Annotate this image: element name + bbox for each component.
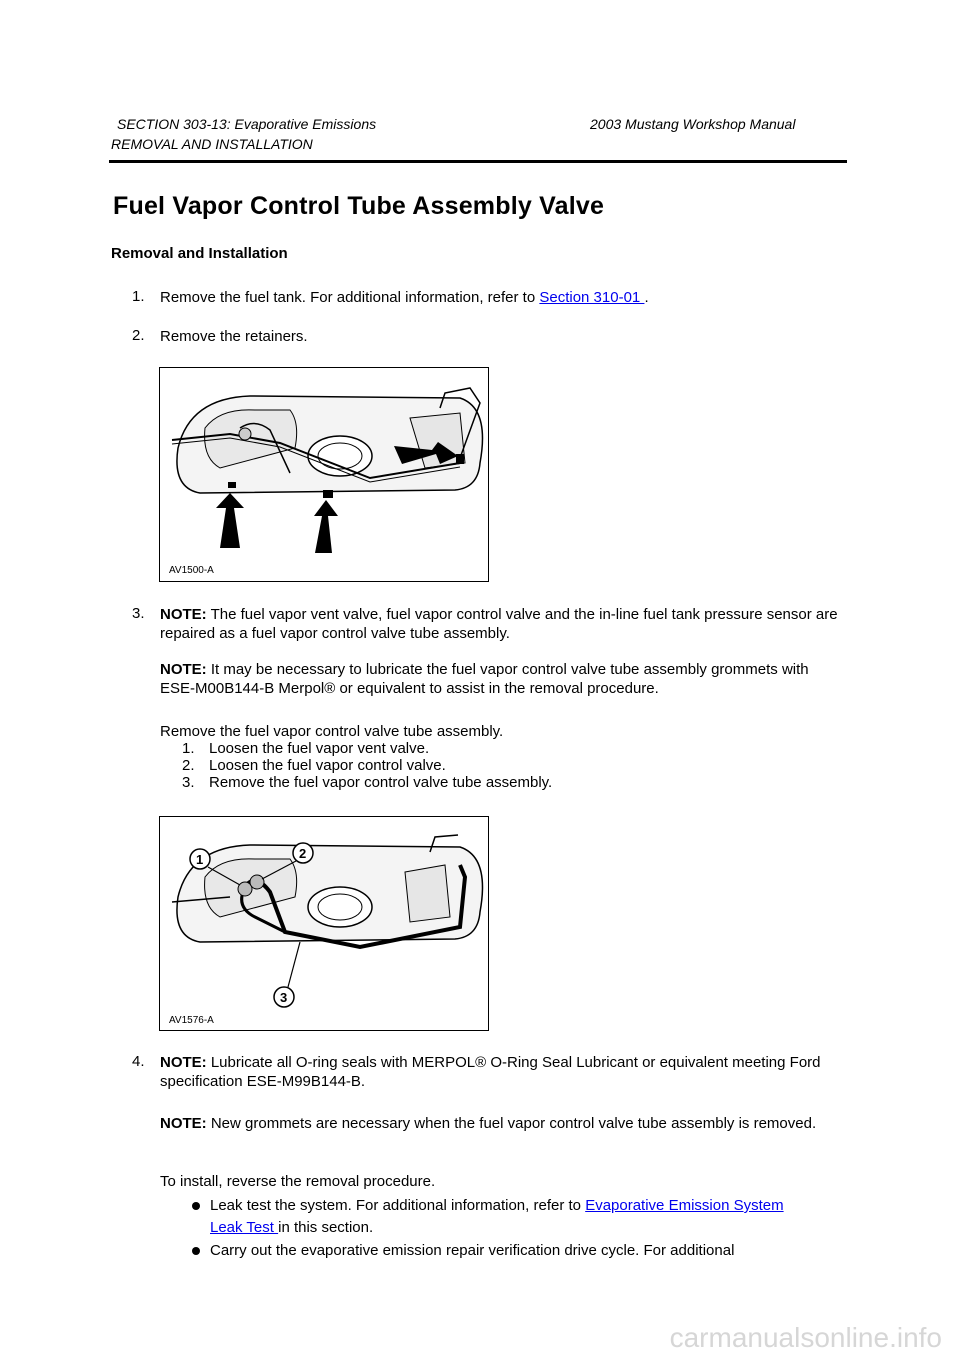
callout-3: 3 xyxy=(280,990,288,1005)
note-1-text: The fuel vapor vent valve, fuel vapor control valve and the in-line fuel tank pressure sensor are repaired as a fuel vapor control valve tube assembly. xyxy=(160,606,838,642)
callout-1: 1 xyxy=(196,852,204,867)
step-3-note-1 xyxy=(160,605,840,643)
step-2-text: Remove the retainers. xyxy=(160,328,308,345)
bullet-icon xyxy=(192,1247,200,1255)
note-1-text: Lubricate all O-ring seals with MERPOL® O-Ring Seal Lubricant or equivalent meeting Ford specification ESE-M99B144-B. xyxy=(160,1054,821,1090)
section-310-01-link[interactable]: Section 310-01 xyxy=(539,289,645,306)
step-4-number: 4. xyxy=(132,1053,145,1070)
bullet-icon xyxy=(192,1202,200,1210)
page-title: Fuel Vapor Control Tube Assembly Valve xyxy=(113,192,605,220)
section-subtitle: REMOVAL AND INSTALLATION xyxy=(111,136,313,152)
step-3-substeps xyxy=(160,740,552,791)
note-label: NOTE: xyxy=(160,661,207,678)
note-label: NOTE: xyxy=(160,1115,207,1132)
figure-1-label: AV1500-A xyxy=(169,565,214,576)
list-item: 1. Loosen the fuel vapor vent valve. xyxy=(182,740,430,757)
figure-retainers xyxy=(159,367,489,582)
step-4-note-2 xyxy=(160,1114,840,1133)
step-1 xyxy=(160,288,840,307)
step-4-note-1 xyxy=(160,1053,840,1091)
note-2-text: It may be necessary to lubricate the fuel vapor control valve tube assembly grommets with ESE-M00B144-B Merpol® or equivalent to assist in the removal procedure. xyxy=(160,661,809,697)
step-1-after: . xyxy=(644,289,649,306)
arrow-icon xyxy=(216,493,244,548)
manual-title: 2003 Mustang Workshop Manual xyxy=(590,116,796,132)
section-header: SECTION 303-13: Evaporative Emissions xyxy=(117,116,377,132)
figure-2-label: AV1576-A xyxy=(169,1015,214,1026)
figure-tube-assembly xyxy=(159,816,489,1031)
step-1-text: Remove the fuel tank. For additional information, refer to xyxy=(160,289,540,306)
step-1-number: 1. xyxy=(132,288,145,305)
step-4-intro: To install, reverse the removal procedure. xyxy=(160,1173,436,1190)
list-item: 2. Loosen the fuel vapor control valve. xyxy=(182,757,446,774)
watermark: carmanualsonline.info xyxy=(669,1322,942,1353)
note-label: NOTE: xyxy=(160,1054,207,1071)
evap-leak-test-link-cont[interactable]: Leak Test xyxy=(210,1219,279,1236)
note-2-text: New grommets are necessary when the fuel vapor control valve tube assembly is removed. xyxy=(206,1115,817,1132)
list-item: Leak test the system. For additional information, refer to Evaporative Emission System Leak Test in this section. xyxy=(210,1195,840,1239)
list-item: 3. Remove the fuel vapor control valve tube assembly. xyxy=(182,774,553,791)
evap-leak-test-link[interactable]: Evaporative Emission System xyxy=(585,1197,784,1214)
fuel-tank-illustration-2 xyxy=(160,817,488,1030)
step-2-number: 2. xyxy=(132,327,145,344)
list-item: Carry out the evaporative emission repair verification drive cycle. For additional xyxy=(210,1240,840,1262)
callout-2: 2 xyxy=(299,846,307,861)
arrow-icon xyxy=(314,500,338,553)
step-3-intro: Remove the fuel vapor control valve tube assembly. xyxy=(160,723,504,740)
note-label: NOTE: xyxy=(160,606,207,623)
step-3-note-2 xyxy=(160,660,840,698)
fuel-tank-illustration-1 xyxy=(160,368,488,581)
page-subtitle: Removal and Installation xyxy=(111,245,288,262)
step-3-number: 3. xyxy=(132,605,145,622)
header-divider xyxy=(109,160,847,163)
